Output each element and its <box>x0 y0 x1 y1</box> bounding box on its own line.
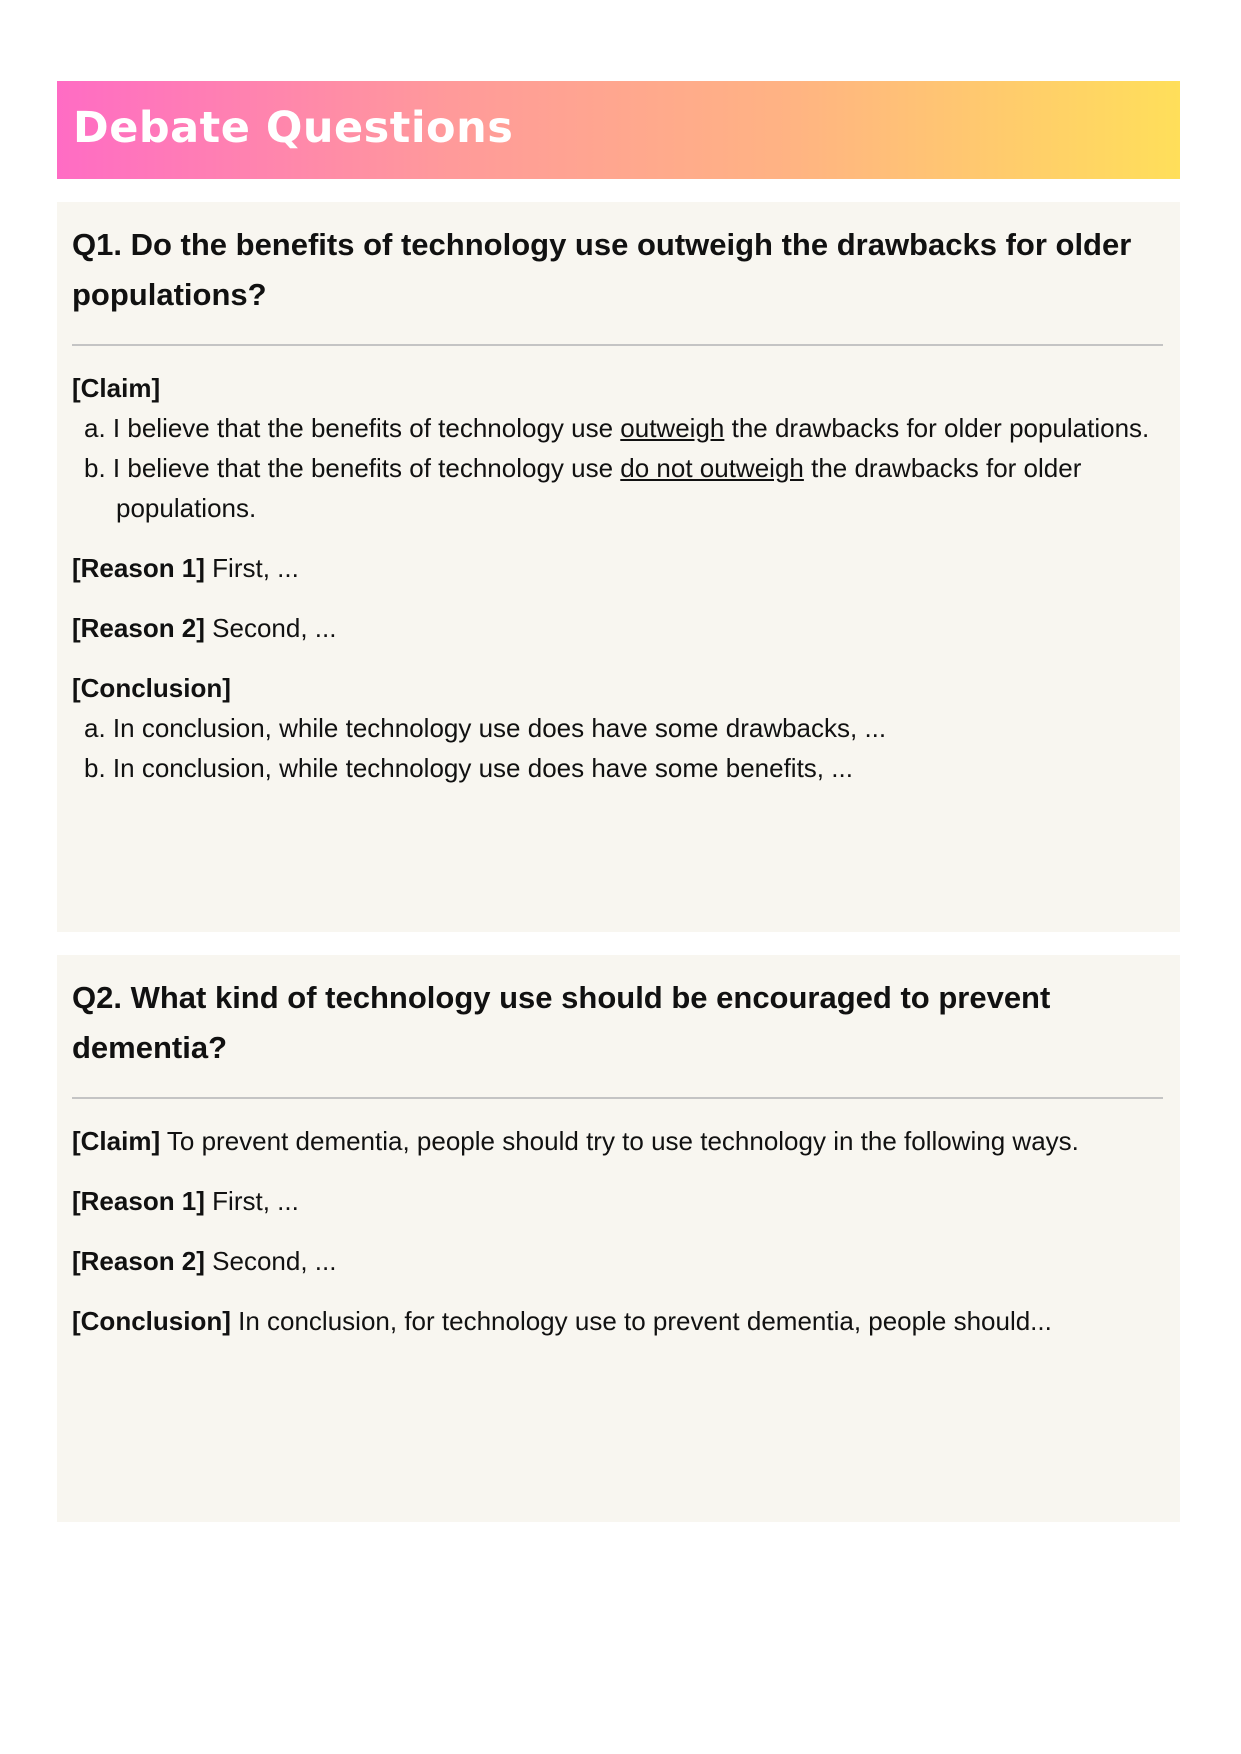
emphasis-do-not-outweigh: do not outweigh <box>620 453 804 483</box>
page-title: Debate Questions <box>73 103 514 153</box>
title-banner <box>57 81 1180 179</box>
reason-1: [Reason 1] First, ... <box>72 1186 299 1216</box>
conclusion: [Conclusion] In conclusion, for technology use to prevent dementia, people should... <box>72 1306 1052 1336</box>
question-card-q1 <box>57 202 1180 932</box>
question-title-q1: Q1. Do the benefits of technology use outweigh the drawbacks for older populations? <box>72 227 1132 312</box>
claim-option-b: b. I believe that the benefits of technology use do not outweigh the drawbacks for older populations. <box>84 453 1082 523</box>
divider <box>72 344 1163 346</box>
claim-label: [Claim] <box>72 373 161 403</box>
question-card-q2 <box>57 955 1180 1522</box>
conclusion-label: [Conclusion] <box>72 673 231 703</box>
conclusion-option-b: b. In conclusion, while technology use does have some benefits, ... <box>84 753 853 783</box>
question-title-q2: Q2. What kind of technology use should be encouraged to prevent dementia? <box>72 980 1051 1065</box>
emphasis-outweigh: outweigh <box>620 413 725 443</box>
reason-2: [Reason 2] Second, ... <box>72 1246 337 1276</box>
divider <box>72 1097 1163 1099</box>
conclusion-option-a: a. In conclusion, while technology use does have some drawbacks, ... <box>84 713 887 743</box>
claim: [Claim] To prevent dementia, people should try to use technology in the following ways. <box>72 1126 1079 1156</box>
claim-option-a: a. I believe that the benefits of technology use outweigh the drawbacks for older populations. <box>84 413 1150 443</box>
reason-2: [Reason 2] Second, ... <box>72 613 337 643</box>
reason-1: [Reason 1] First, ... <box>72 553 299 583</box>
